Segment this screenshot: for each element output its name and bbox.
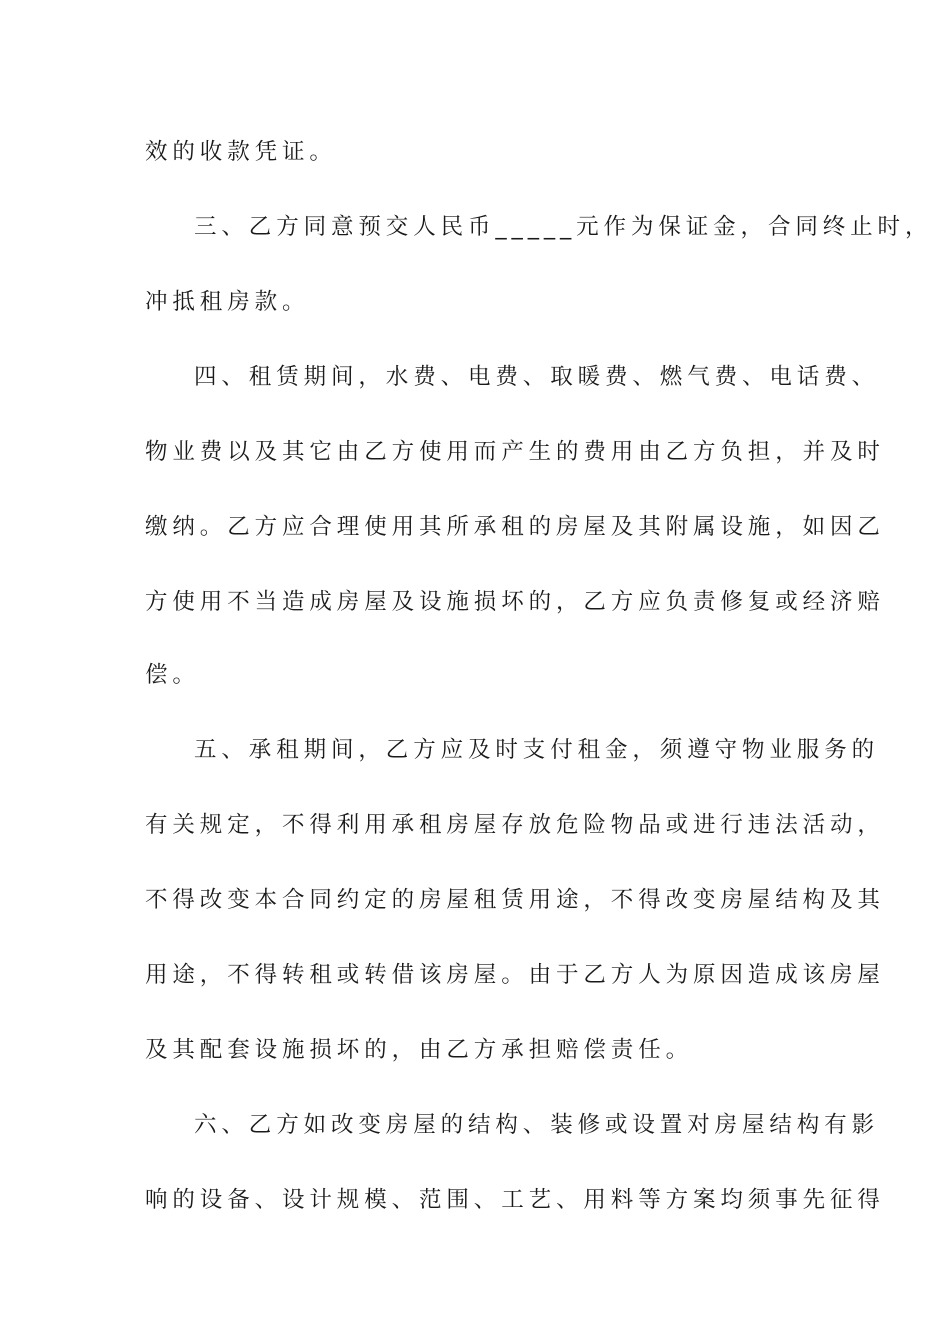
text-line: 及其配套设施损坏的，由乙方承担赔偿责任。 xyxy=(145,1037,694,1063)
text-line: 响的设备、设计规模、范围、工艺、用料等方案均须事先征得 xyxy=(145,1187,885,1213)
text-line: 偿。 xyxy=(145,662,200,688)
text-line: 用途，不得转租或转借该房屋。由于乙方人为原因造成该房屋 xyxy=(145,962,885,988)
text-line: 不得改变本合同约定的房屋租赁用途，不得改变房屋结构及其 xyxy=(145,887,885,913)
text-line: 缴纳。乙方应合理使用其所承租的房屋及其附属设施，如因乙 xyxy=(145,514,885,540)
text-line: 效的收款凭证。 xyxy=(145,139,337,165)
text-line: 物业费以及其它由乙方使用而产生的费用由乙方负担，并及时 xyxy=(145,439,885,465)
text-line: 冲抵租房款。 xyxy=(145,289,310,315)
clause-three-line: 三、乙方同意预交人民币_____元作为保证金，合同终止时， xyxy=(194,214,933,240)
clause-six-line: 六、乙方如改变房屋的结构、装修或设置对房屋结构有影 xyxy=(194,1112,880,1138)
clause-five-line: 五、承租期间，乙方应及时支付租金，须遵守物业服务的 xyxy=(194,737,880,763)
text-line: 有关规定，不得利用承租房屋存放危险物品或进行违法活动， xyxy=(145,812,885,838)
text-line: 方使用不当造成房屋及设施损坏的，乙方应负责修复或经济赔 xyxy=(145,589,885,615)
clause-four-line: 四、租赁期间，水费、电费、取暖费、燃气费、电话费、 xyxy=(194,364,880,390)
